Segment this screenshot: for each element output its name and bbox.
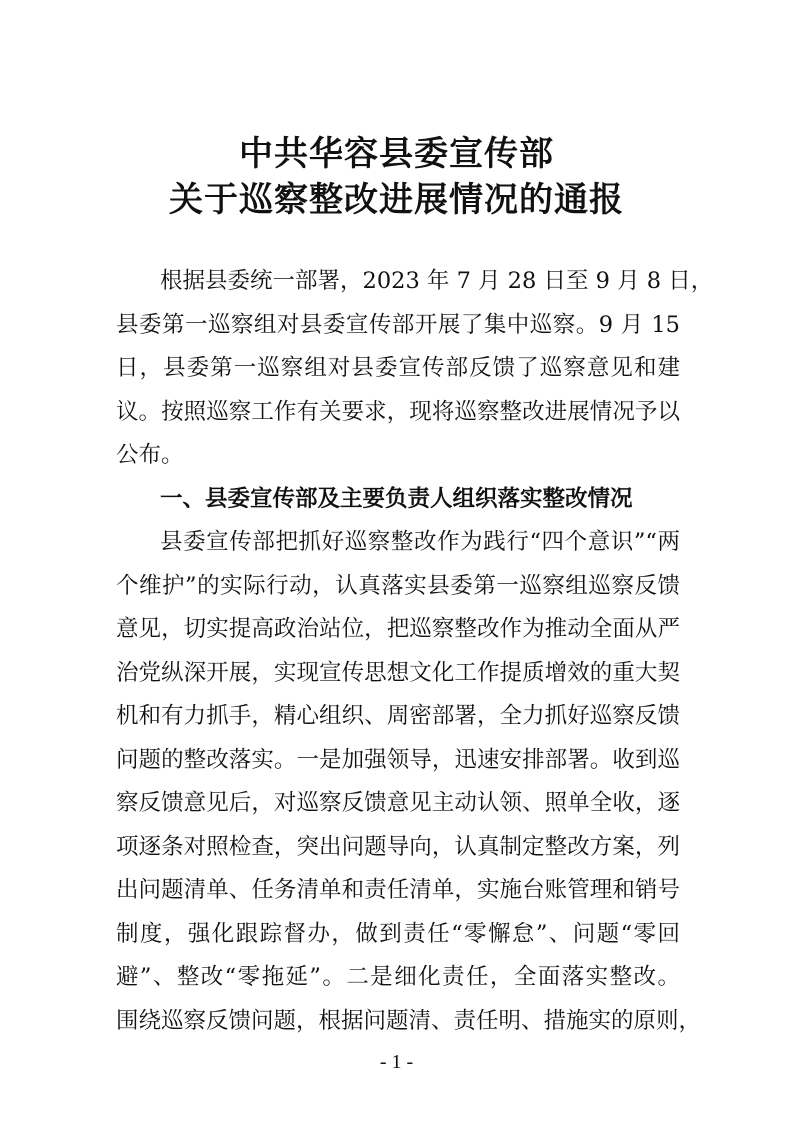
body-line: 出问题清单、任务清单和责任清单，实施台账管理和销号	[116, 877, 680, 903]
section-heading: 一、县委宣传部及主要负责人组织落实整改情况	[160, 486, 633, 512]
body-line: 避”、整改“零拖延”。二是细化责任，全面落实整改。	[116, 964, 680, 990]
page-number: - 1 -	[379, 1051, 414, 1073]
intro-line: 日，县委第一巡察组对县委宣传部反馈了巡察意见和建	[116, 355, 680, 381]
intro-line: 公布。	[116, 442, 184, 468]
body-line: 察反馈意见后，对巡察反馈意见主动认领、照单全收，逐	[116, 790, 680, 816]
body-line: 问题的整改落实。一是加强领导，迅速安排部署。收到巡	[116, 747, 680, 773]
body-line: 项逐条对照检查，突出问题导向，认真制定整改方案，列	[116, 834, 680, 860]
intro-line: 根据县委统一部署，2023 年 7 月 28 日至 9 月 8 日，	[160, 268, 714, 294]
document-title-line-2: 关于巡察整改进展情况的通报	[169, 180, 624, 220]
body-line: 意见，切实提高政治站位，把巡察整改作为推动全面从严	[116, 616, 680, 642]
body-line: 机和有力抓手，精心组织、周密部署，全力抓好巡察反馈	[116, 703, 680, 729]
body-line: 围绕巡察反馈问题，根据问题清、责任明、措施实的原则，	[116, 1008, 702, 1034]
body-line: 制度，强化跟踪督办，做到责任“零懈怠”、问题“零回	[116, 921, 680, 947]
body-line: 个维护”的实际行动，认真落实县委第一巡察组巡察反馈	[116, 573, 680, 599]
intro-line: 议。按照巡察工作有关要求，现将巡察整改进展情况予以	[116, 399, 680, 425]
intro-line: 县委第一巡察组对县委宣传部开展了集中巡察。9 月 15	[116, 312, 680, 338]
document-title-line-1: 中共华容县委宣传部	[239, 134, 554, 174]
body-line: 县委宣传部把抓好巡察整改作为践行“四个意识”“两	[160, 529, 680, 555]
body-line: 治党纵深开展，实现宣传思想文化工作提质增效的重大契	[116, 660, 680, 686]
